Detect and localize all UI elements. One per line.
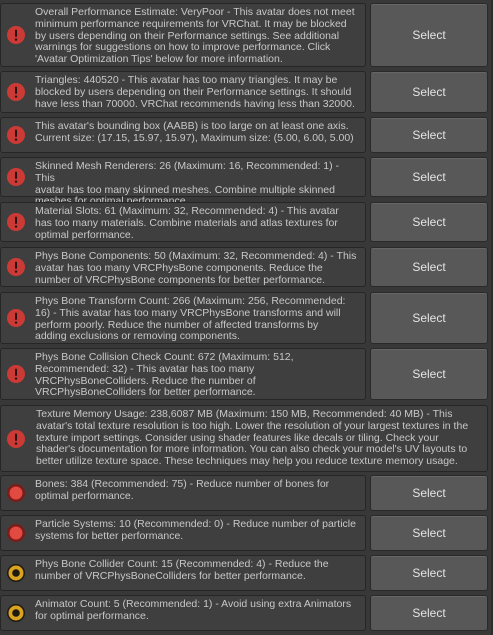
select-button[interactable]: Select: [370, 348, 488, 400]
warning-row: [0, 247, 493, 287]
error-icon: [6, 25, 26, 45]
warning-text: Texture Memory Usage: 238,6087 MB (Maximum: 150 MB, Recommended: 40 MB) - This avatar's total texture resolution is too high. Lower the resolution of your largest textures in the texture import settings. Consider using shader features like decals or tiling. Check your shader's documentation for more information. You can also check your model's UV layouts to better utilize texture space. These techniques may help you reduce texture memory usage.: [36, 409, 469, 468]
warning-text: Phys Bone Collision Check Count: 672 (Maximum: 512, Recommended: 32) - This avatar has too many VRCPhysBoneColliders. Reduce the number of VRCPhysBoneColliders for better performance.: [35, 352, 294, 399]
very-poor-rating-icon: [6, 483, 26, 503]
warning-row: [0, 117, 493, 153]
warning-text: Phys Bone Collider Count: 15 (Recommended: 4) - Reduce the number of VRCPhysBoneColliders for better performance.: [35, 559, 329, 582]
select-button[interactable]: Select: [370, 292, 488, 344]
select-button[interactable]: Select: [370, 475, 488, 511]
select-button[interactable]: Select: [370, 202, 488, 242]
poor-rating-icon: [6, 603, 26, 623]
warning-row: [0, 475, 493, 511]
warning-message-box: [0, 555, 366, 591]
warning-text: Bones: 384 (Recommended: 75) - Reduce number of bones for optimal performance.: [35, 479, 330, 502]
warning-row: [0, 71, 493, 113]
error-icon: [6, 167, 26, 187]
warning-message-box: [0, 515, 366, 551]
select-button[interactable]: Select: [370, 117, 488, 153]
warning-row: [0, 515, 493, 551]
select-button[interactable]: Select: [370, 157, 488, 197]
warning-row: [0, 405, 493, 472]
select-button[interactable]: Select: [370, 555, 488, 591]
warning-text: Material Slots: 61 (Maximum: 32, Recommended: 4) - This avatar has too many materials. Combine materials and atlas textures for optimal performance.: [35, 206, 339, 241]
warning-message-box: [0, 247, 366, 287]
warning-message-box: [0, 202, 366, 242]
warning-row: [0, 202, 493, 242]
error-icon: [6, 308, 26, 328]
error-icon: [6, 364, 26, 384]
error-icon: [6, 212, 26, 232]
select-button[interactable]: Select: [370, 3, 488, 67]
warning-row: [0, 292, 493, 344]
select-button[interactable]: Select: [370, 515, 488, 551]
warning-message-box: [0, 117, 366, 153]
warning-text: Phys Bone Transform Count: 266 (Maximum: 256, Recommended: 16) - This avatar has too many VRCPhysBone transforms and will perform poorly. Reduce the number of affected transforms by adding exclusions or removing components.: [35, 296, 346, 343]
warning-message-box: [0, 292, 366, 344]
warning-text: Skinned Mesh Renderers: 26 (Maximum: 16, Recommended: 1) - This avatar has too many skinned meshes. Combine multiple skinned: [35, 161, 340, 196]
select-button[interactable]: Select: [370, 595, 488, 631]
error-icon: [6, 125, 26, 145]
warning-row: [0, 157, 493, 197]
warning-message-box: [0, 595, 366, 631]
warning-text: Particle Systems: 10 (Recommended: 0) - Reduce number of particle systems for better performance.: [35, 519, 356, 542]
warning-text: Overall Performance Estimate: VeryPoor - This avatar does not meet minimum performance requirements for VRChat. It may be blocked by users depending on their Performance settings. See additional warnings for suggestions on how to improve performance. Click 'Avatar Optimization Tips' below for more information.: [35, 7, 355, 66]
warning-row: [0, 555, 493, 591]
warning-text: Animator Count: 5 (Recommended: 1) - Avoid using extra Animators for optimal performance.: [35, 599, 352, 622]
select-button[interactable]: Select: [370, 71, 488, 113]
warning-row: [0, 595, 493, 631]
warning-text: Phys Bone Components: 50 (Maximum: 32, Recommended: 4) - This avatar has too many VRCPhysBone components. Reduce the number of VRCPhysBone components for better performance.: [35, 251, 357, 286]
warning-text: This avatar's bounding box (AABB) is too large on at least one axis. Current size: (17.15, 15.97, 15.97), Maximum size: (5.00, 6.00, 5.00): [35, 121, 354, 144]
warning-message-box: [0, 157, 366, 197]
warning-message-box: [0, 405, 488, 472]
warning-message-box: [0, 71, 366, 113]
poor-rating-icon: [6, 563, 26, 583]
warning-message-box: [0, 348, 366, 400]
warning-text: Triangles: 440520 - This avatar has too many triangles. It may be blocked by users depending on their Performance settings. It should have less than 70000. VRChat recommends having less than 32000.: [35, 75, 355, 110]
warning-row: [0, 348, 493, 400]
warning-row: [0, 3, 493, 67]
error-icon: [6, 82, 26, 102]
select-button[interactable]: Select: [370, 247, 488, 287]
error-icon: [6, 429, 26, 449]
warning-message-box: [0, 475, 366, 511]
error-icon: [6, 257, 26, 277]
very-poor-rating-icon: [6, 523, 26, 543]
warning-message-box: [0, 3, 366, 67]
